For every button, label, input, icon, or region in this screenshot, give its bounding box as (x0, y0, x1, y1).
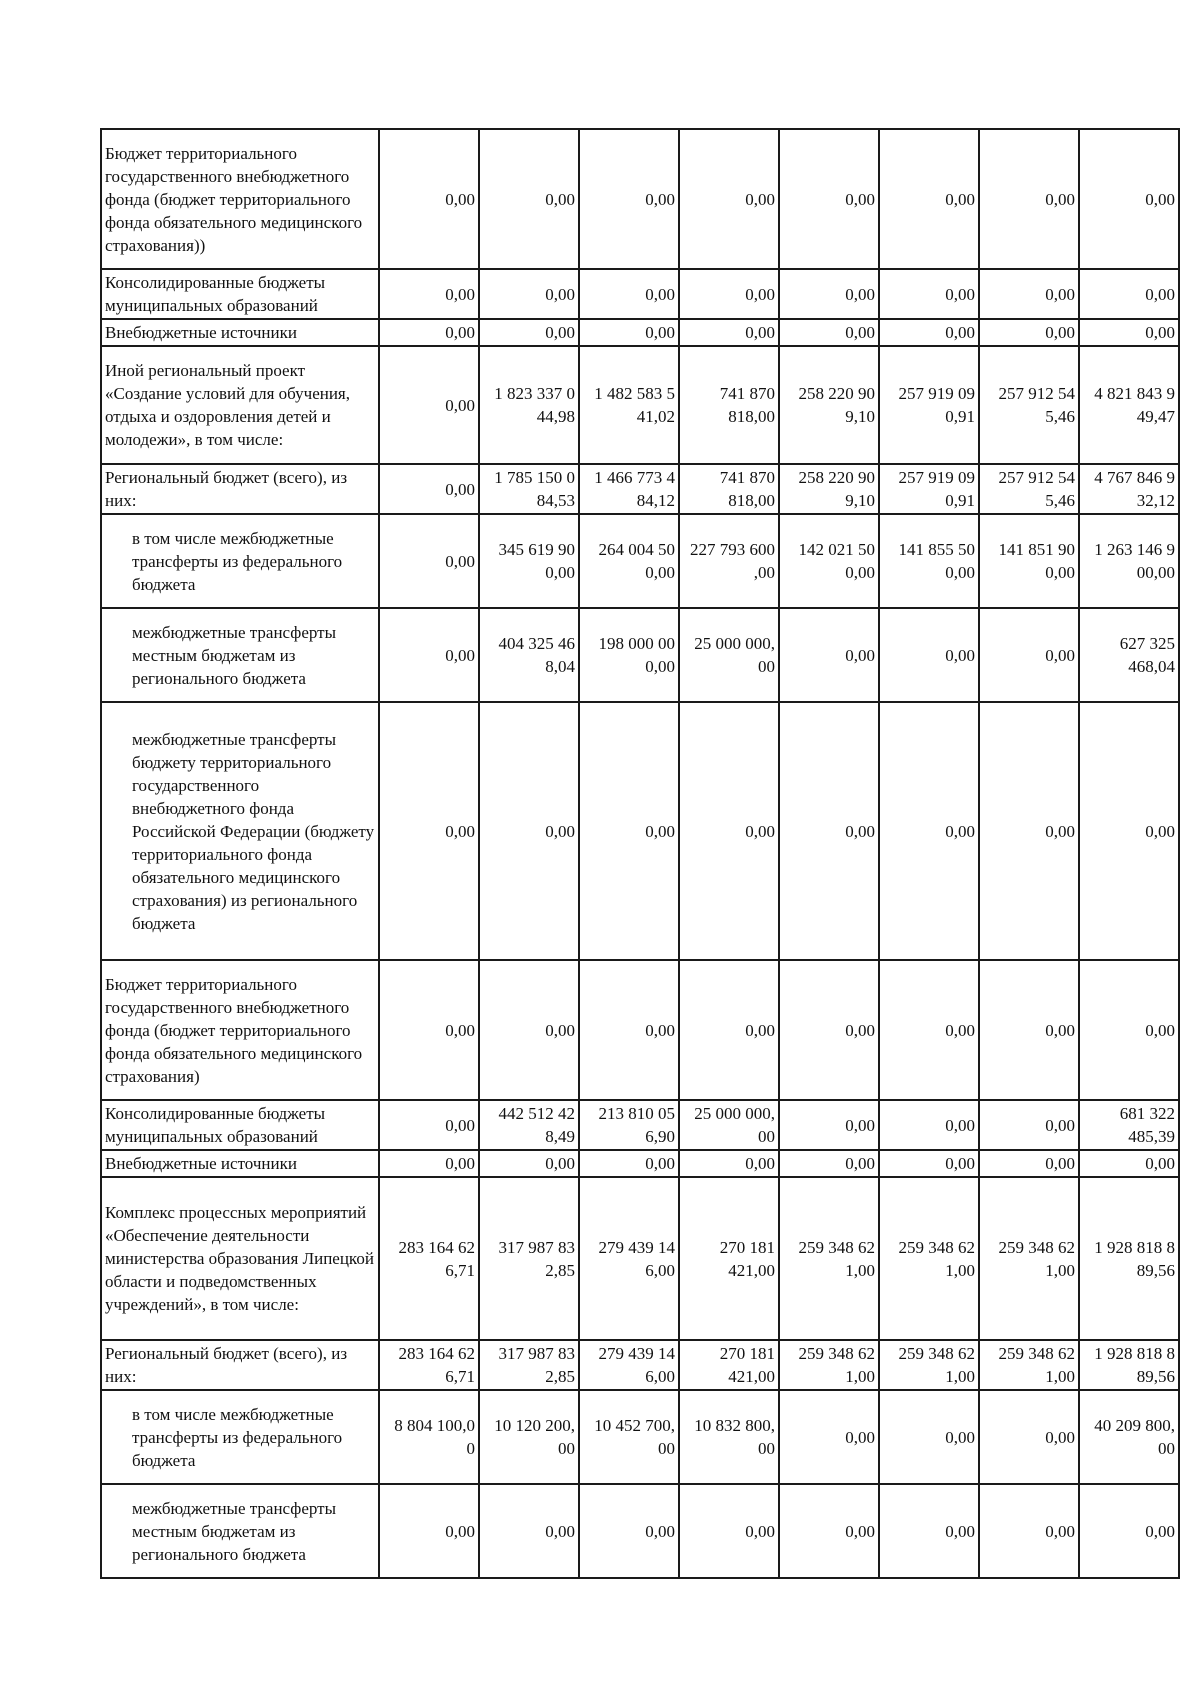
table-cell-value: 10 120 200, 00 (479, 1390, 579, 1484)
table-cell-value: 0,00 (379, 608, 479, 702)
table-cell-value: 345 619 90 0,00 (479, 514, 579, 608)
table-cell-value: 0,00 (1079, 129, 1179, 269)
table-cell-value: 0,00 (679, 1150, 779, 1177)
row-label: Бюджет территориального государственного внебюджетного фонда (бюджет территориального фонда обязательного медицинского страхования)) (101, 129, 379, 269)
table-cell-value: 259 348 62 1,00 (879, 1340, 979, 1390)
table-cell-value: 442 512 42 8,49 (479, 1100, 579, 1150)
table-cell-value: 25 000 000, 00 (679, 1100, 779, 1150)
table-cell-value: 0,00 (879, 1484, 979, 1578)
table-cell-value: 4 767 846 9 32,12 (1079, 464, 1179, 514)
table-cell-value: 0,00 (579, 960, 679, 1100)
table-cell-value: 0,00 (579, 319, 679, 346)
table-cell-value: 0,00 (679, 319, 779, 346)
table-cell-value: 681 322 485,39 (1079, 1100, 1179, 1150)
table-cell-value: 0,00 (879, 960, 979, 1100)
table-cell-value: 0,00 (479, 702, 579, 960)
table-cell-value: 0,00 (1079, 702, 1179, 960)
table-cell-value: 0,00 (679, 269, 779, 319)
table-cell-value: 10 832 800, 00 (679, 1390, 779, 1484)
table-cell-value: 257 912 54 5,46 (979, 464, 1079, 514)
table-cell-value: 741 870 818,00 (679, 464, 779, 514)
table-cell-value: 283 164 62 6,71 (379, 1177, 479, 1340)
table-cell-value: 10 452 700, 00 (579, 1390, 679, 1484)
table-cell-value: 317 987 83 2,85 (479, 1177, 579, 1340)
table-cell-value: 0,00 (379, 464, 479, 514)
table-cell-value: 0,00 (379, 960, 479, 1100)
table-cell-value: 0,00 (879, 702, 979, 960)
table-cell-value: 1 823 337 0 44,98 (479, 346, 579, 464)
table-cell-value: 627 325 468,04 (1079, 608, 1179, 702)
table-cell-value: 0,00 (979, 608, 1079, 702)
table-cell-value: 1 482 583 5 41,02 (579, 346, 679, 464)
table-cell-value: 283 164 62 6,71 (379, 1340, 479, 1390)
table-cell-value: 0,00 (779, 608, 879, 702)
table-cell-value: 0,00 (879, 129, 979, 269)
table-cell-value: 0,00 (379, 346, 479, 464)
table-cell-value: 0,00 (379, 702, 479, 960)
table-row (101, 960, 1179, 1100)
table-cell-value: 404 325 46 8,04 (479, 608, 579, 702)
row-label: Иной региональный проект «Создание условий для обучения, отдыха и оздоровления детей и молодежи», в том числе: (101, 346, 379, 464)
table-cell-value: 741 870 818,00 (679, 346, 779, 464)
table-cell-value: 0,00 (379, 269, 479, 319)
row-label: Региональный бюджет (всего), из них: (101, 464, 379, 514)
table-row (101, 1177, 1179, 1340)
row-label: Региональный бюджет (всего), из них: (101, 1340, 379, 1390)
row-label: Комплекс процессных мероприятий «Обеспечение деятельности министерства образования Липецкой области и подведомственных учреждений», в том числе: (101, 1177, 379, 1340)
table-cell-value: 0,00 (779, 1484, 879, 1578)
table-cell-value: 40 209 800, 00 (1079, 1390, 1179, 1484)
table-cell-value: 0,00 (379, 1484, 479, 1578)
table-cell-value: 257 919 09 0,91 (879, 464, 979, 514)
table-cell-value: 0,00 (979, 269, 1079, 319)
row-label: межбюджетные трансферты бюджету территориального государственного внебюджетного фонда Российской Федерации (бюджету территориального фонда обязательного медицинского страхования) из регионального бюджета (101, 702, 379, 960)
table-cell-value: 259 348 62 1,00 (779, 1340, 879, 1390)
table-cell-value: 0,00 (479, 129, 579, 269)
table-cell-value: 0,00 (679, 129, 779, 269)
table-cell-value: 0,00 (379, 1150, 479, 1177)
table-cell-value: 0,00 (579, 129, 679, 269)
table-cell-value: 0,00 (779, 269, 879, 319)
table-cell-value: 142 021 50 0,00 (779, 514, 879, 608)
row-label: межбюджетные трансферты местным бюджетам из регионального бюджета (101, 1484, 379, 1578)
table-cell-value: 0,00 (679, 702, 779, 960)
table-row (101, 608, 1179, 702)
table-cell-value: 1 928 818 8 89,56 (1079, 1177, 1179, 1340)
table-cell-value: 258 220 90 9,10 (779, 464, 879, 514)
table-cell-value: 0,00 (779, 960, 879, 1100)
table-cell-value: 0,00 (979, 1390, 1079, 1484)
table-row (101, 514, 1179, 608)
table-cell-value: 0,00 (779, 1100, 879, 1150)
table-cell-value: 1 928 818 8 89,56 (1079, 1340, 1179, 1390)
table-cell-value: 0,00 (1079, 269, 1179, 319)
table-cell-value: 0,00 (879, 608, 979, 702)
row-label: Консолидированные бюджеты муниципальных образований (101, 269, 379, 319)
table-cell-value: 0,00 (379, 319, 479, 346)
table-row (101, 702, 1179, 960)
table-row (101, 1390, 1179, 1484)
table-cell-value: 0,00 (1079, 1150, 1179, 1177)
table-row (101, 129, 1179, 269)
table-row (101, 1100, 1179, 1150)
table-cell-value: 0,00 (879, 319, 979, 346)
table-cell-value: 0,00 (479, 960, 579, 1100)
table-cell-value: 198 000 00 0,00 (579, 608, 679, 702)
table-cell-value: 317 987 83 2,85 (479, 1340, 579, 1390)
table-cell-value: 0,00 (879, 1150, 979, 1177)
row-label: Внебюджетные источники (101, 1150, 379, 1177)
row-label: межбюджетные трансферты местным бюджетам из регионального бюджета (101, 608, 379, 702)
table-cell-value: 227 793 600 ,00 (679, 514, 779, 608)
table-cell-value: 0,00 (579, 1484, 679, 1578)
table-cell-value: 0,00 (479, 1150, 579, 1177)
table-row (101, 1150, 1179, 1177)
table-cell-value: 0,00 (979, 129, 1079, 269)
table-row (101, 319, 1179, 346)
table-row (101, 464, 1179, 514)
table-cell-value: 0,00 (379, 1100, 479, 1150)
table-cell-value: 25 000 000, 00 (679, 608, 779, 702)
table-cell-value: 4 821 843 9 49,47 (1079, 346, 1179, 464)
budget-table-body (101, 129, 1179, 1578)
row-label: в том числе межбюджетные трансферты из федерального бюджета (101, 514, 379, 608)
table-cell-value: 259 348 62 1,00 (979, 1177, 1079, 1340)
table-cell-value: 0,00 (979, 1484, 1079, 1578)
row-label: в том числе межбюджетные трансферты из федерального бюджета (101, 1390, 379, 1484)
table-cell-value: 0,00 (679, 960, 779, 1100)
table-cell-value: 258 220 90 9,10 (779, 346, 879, 464)
table-cell-value: 0,00 (779, 129, 879, 269)
table-cell-value: 264 004 50 0,00 (579, 514, 679, 608)
table-cell-value: 141 855 50 0,00 (879, 514, 979, 608)
table-cell-value: 141 851 90 0,00 (979, 514, 1079, 608)
budget-table (100, 128, 1180, 1579)
table-cell-value: 0,00 (779, 1390, 879, 1484)
table-cell-value: 8 804 100,0 0 (379, 1390, 479, 1484)
table-cell-value: 270 181 421,00 (679, 1340, 779, 1390)
table-cell-value: 0,00 (579, 269, 679, 319)
table-cell-value: 0,00 (479, 1484, 579, 1578)
table-row (101, 1340, 1179, 1390)
table-cell-value: 0,00 (879, 1390, 979, 1484)
table-cell-value: 0,00 (379, 514, 479, 608)
table-cell-value: 257 912 54 5,46 (979, 346, 1079, 464)
table-cell-value: 0,00 (579, 1150, 679, 1177)
row-label: Консолидированные бюджеты муниципальных образований (101, 1100, 379, 1150)
table-cell-value: 259 348 62 1,00 (879, 1177, 979, 1340)
table-cell-value: 0,00 (979, 702, 1079, 960)
table-cell-value: 213 810 05 6,90 (579, 1100, 679, 1150)
table-cell-value: 257 919 09 0,91 (879, 346, 979, 464)
row-label: Бюджет территориального государственного внебюджетного фонда (бюджет территориального фонда обязательного медицинского страхования) (101, 960, 379, 1100)
table-row (101, 346, 1179, 464)
table-cell-value: 0,00 (779, 1150, 879, 1177)
table-cell-value: 1 466 773 4 84,12 (579, 464, 679, 514)
table-cell-value: 0,00 (879, 269, 979, 319)
table-cell-value: 1 785 150 0 84,53 (479, 464, 579, 514)
table-cell-value: 0,00 (979, 960, 1079, 1100)
table-cell-value: 259 348 62 1,00 (779, 1177, 879, 1340)
table-cell-value: 0,00 (979, 1150, 1079, 1177)
table-cell-value: 270 181 421,00 (679, 1177, 779, 1340)
table-cell-value: 0,00 (779, 702, 879, 960)
table-cell-value: 0,00 (579, 702, 679, 960)
table-cell-value: 0,00 (479, 319, 579, 346)
table-cell-value: 0,00 (979, 319, 1079, 346)
table-cell-value: 1 263 146 9 00,00 (1079, 514, 1179, 608)
table-row (101, 1484, 1179, 1578)
table-cell-value: 0,00 (679, 1484, 779, 1578)
row-label: Внебюджетные источники (101, 319, 379, 346)
table-cell-value: 0,00 (779, 319, 879, 346)
document-page (100, 128, 1178, 1579)
table-cell-value: 259 348 62 1,00 (979, 1340, 1079, 1390)
table-cell-value: 0,00 (1079, 1484, 1179, 1578)
table-cell-value: 279 439 14 6,00 (579, 1340, 679, 1390)
table-cell-value: 0,00 (1079, 319, 1179, 346)
table-row (101, 269, 1179, 319)
table-cell-value: 0,00 (1079, 960, 1179, 1100)
table-cell-value: 0,00 (379, 129, 479, 269)
table-cell-value: 0,00 (979, 1100, 1079, 1150)
table-cell-value: 279 439 14 6,00 (579, 1177, 679, 1340)
table-cell-value: 0,00 (479, 269, 579, 319)
table-cell-value: 0,00 (879, 1100, 979, 1150)
